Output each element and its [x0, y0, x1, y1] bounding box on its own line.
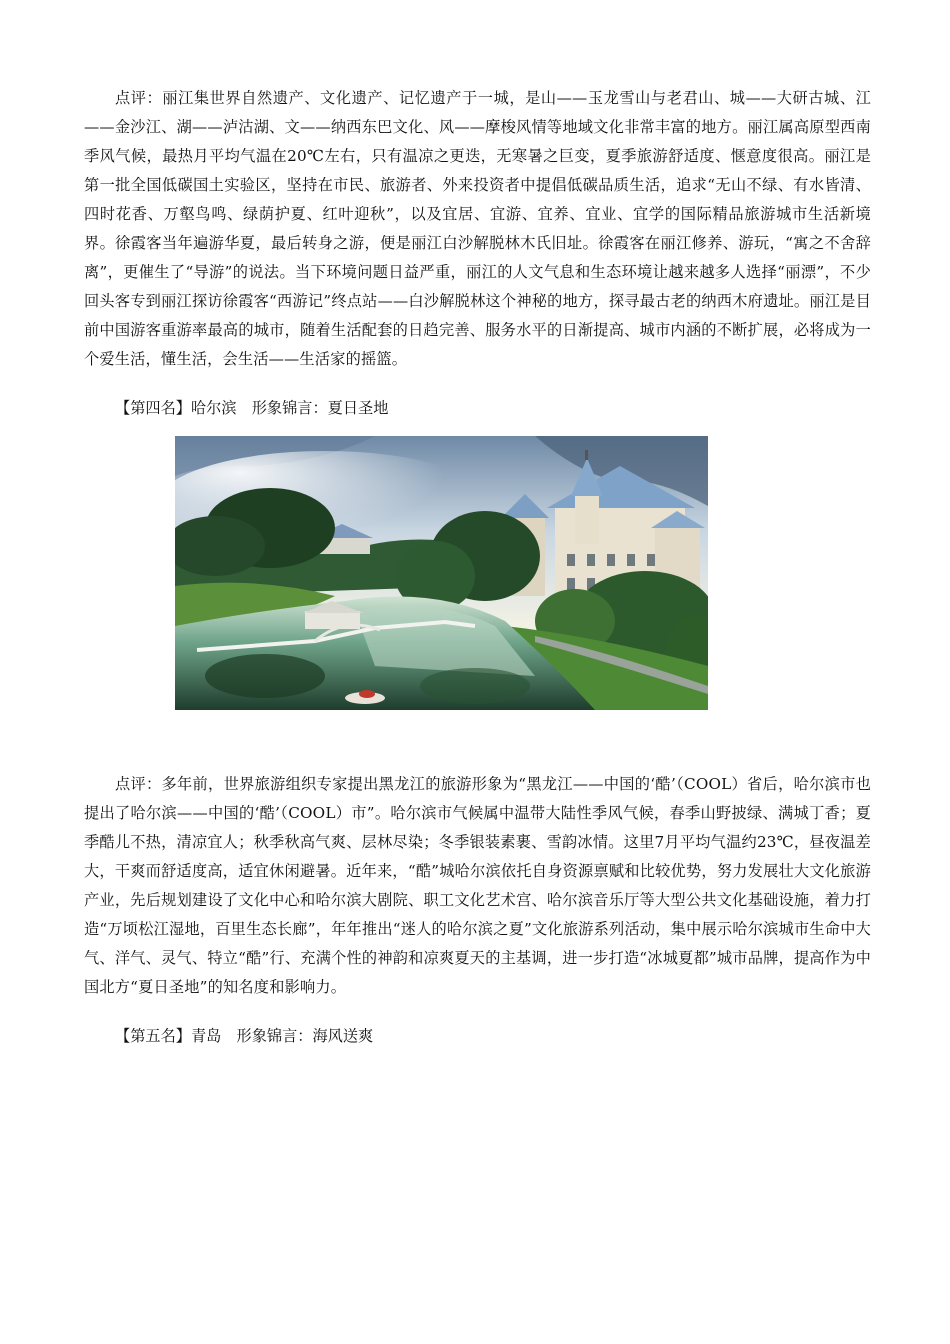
- rank-4-harbin-heading: 【第四名】哈尔滨 形象锦言：夏日圣地: [115, 399, 389, 417]
- harbin-review-paragraph: 点评：多年前，世界旅游组织专家提出黑龙江的旅游形象为“黑龙江——中国的‘酷’（COOL）省后，哈尔滨市也提出了哈尔滨——中国的‘酷’（COOL）市”。哈尔滨市气候属中温带大陆性季风气候，春季山野披绿、满城丁香；夏季酷儿不热，清凉宜人；秋季秋高气爽、层林尽染；冬季银装素裹、雪韵冰情。这里7月平均气温约23℃，昼夜温差大，干爽而舒适度高，适宜休闲避暑。近年来，“酷”城哈尔滨依托自身资源禀赋和比较优势，努力发展壮大文化旅游产业，先后规划建设了文化中心和哈尔滨大剧院、职工文化艺术宫、哈尔滨音乐厅等大型公共文化基础设施，着力打造“万顷松江湿地，百里生态长廊”，年年推出“迷人的哈尔滨之夏”文化旅游系列活动，集中展示哈尔滨城市生命中大气、洋气、灵气、特立“酷”行、充满个性的神韵和凉爽夏天的主基调，进一步打造“冰城夏都”城市品牌，提高作为中国北方“夏日圣地”的知名度和影响力。: [84, 775, 871, 996]
- harbin-lakeside-castle-photo: [175, 436, 708, 710]
- lijiang-review-paragraph: 点评：丽江集世界自然遗产、文化遗产、记忆遗产于一城，是山——玉龙雪山与老君山、城——大研古城、江——金沙江、湖——泸沽湖、文——纳西东巴文化、风——摩梭风情等地域文化非常丰富的地方。丽江属高原型西南季风气候，最热月平均气温在20℃左右，只有温凉之更迭，无寒暑之巨变，夏季旅游舒适度、惬意度很高。丽江是第一批全国低碳国土实验区，坚持在市民、旅游者、外来投资者中提倡低碳品质生活，追求“无山不绿、有水皆清、四时花香、万壑鸟鸣、绿荫护夏、红叶迎秋”，以及宜居、宜游、宜养、宜业、宜学的国际精品旅游城市生活新境界。徐霞客当年遍游华夏，最后转身之游，便是丽江白沙解脱林木氏旧址。徐霞客在丽江修养、游玩，“寓之不舍辞离”，更催生了“导游”的说法。当下环境问题日益严重，丽江的人文气息和生态环境让越来越多人选择“丽漂”，不少回头客专到丽江探访徐霞客“西游记”终点站——白沙解脱林这个神秘的地方，探寻最古老的纳西木府遗址。丽江是目前中国游客重游率最高的城市，随着生活配套的日趋完善、服务水平的日渐提高、城市内涵的不断扩展，必将成为一个爱生活，懂生活，会生活——生活家的摇篮。: [84, 89, 871, 368]
- document-page: [84, 84, 871, 1051]
- rank-5-qingdao-heading: 【第五名】青岛 形象锦言：海风送爽: [115, 1027, 374, 1045]
